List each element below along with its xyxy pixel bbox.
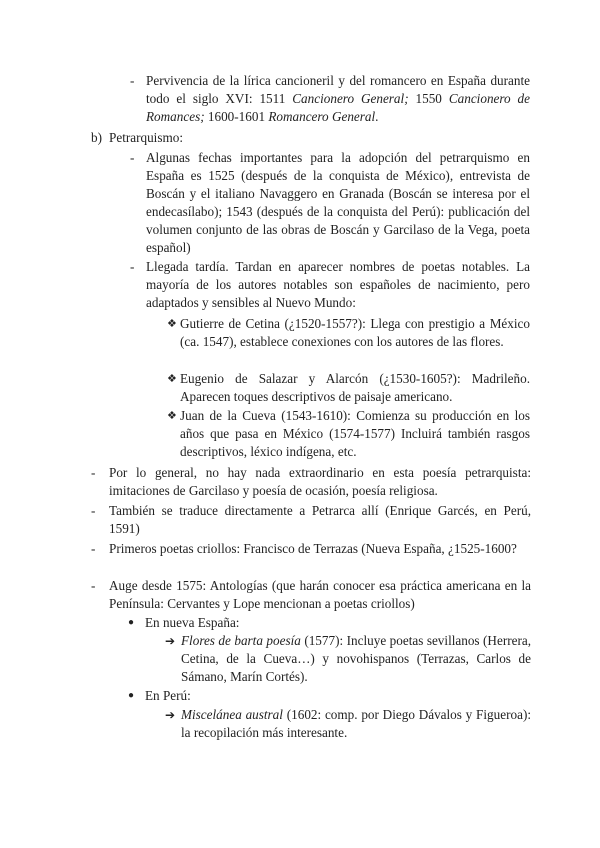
list-item-pervivencia (130, 72, 530, 126)
diamond-bullet-icon: ❖ (167, 410, 177, 422)
dash-marker: - (130, 150, 135, 165)
list-item-text: Algunas fechas importantes para la adopción del petrarquismo en España es 1525 (después de la conquista de México), entrevista de Boscán y el italiano Navaggero en Granada (Boscán se interesa por el endecasílabo); 1543 (después de la conquista del Perú): publicación del volumen conjunto de las obras de Boscán y Garcilaso de la Vega, poeta español) (146, 150, 530, 255)
dash-marker: - (91, 578, 96, 593)
list-item-text: Primeros poetas criollos: Francisco de Terrazas (Nueva España, ¿1525-1600? (109, 541, 517, 556)
list-item-fechas (130, 149, 530, 257)
diamond-bullet-icon: ❖ (167, 318, 177, 330)
list-item-text: Gutierre de Cetina (¿1520-1557?): Llega con prestigio a México (ca. 1547), establece conexiones con los autores de las flores. (180, 316, 530, 349)
italic-title: Cancionero de Romances; (146, 91, 531, 124)
arrow-right-icon: ➔ (165, 708, 176, 722)
list-item-text: También se traduce directamente a Petrarca allí (Enrique Garcés, en Perú, 1591) (109, 503, 531, 536)
list-item-auge (91, 577, 531, 613)
section-heading-petrarquismo (91, 129, 531, 147)
dash-marker: - (130, 73, 135, 88)
sublist-item-cueva (167, 407, 530, 461)
italic-title: Miscelánea austral (181, 707, 283, 722)
list-item-text: Miscelánea austral (1602: comp. por Diego Dávalos y Figueroa): la recopilación más interesante. (181, 707, 531, 740)
dash-marker: - (91, 503, 96, 518)
list-item-text: Llegada tardía. Tardan en aparecer nombres de poetas notables. La mayoría de los autores notables son españoles de nacimiento, pero adaptados y sensibles al Nuevo Mundo: (146, 259, 530, 310)
list-item-text: En Perú: (145, 688, 191, 703)
sublist-item-peru (128, 687, 528, 705)
list-item-text: Pervivencia de la lírica cancioneril y del romancero en España durante todo el siglo XVI: 1511 Cancionero General; 1550 Cancionero de Romances; 1600-1601 Romancero General. (146, 73, 531, 124)
sublist-item-salazar (167, 370, 530, 406)
list-item-traduce (91, 502, 531, 538)
list-item-text: Eugenio de Salazar y Alarcón (¿1530-1605?): Madrileño. Aparecen toques descriptivos de paisaje americano. (180, 371, 530, 404)
section-heading-text: Petrarquismo: (109, 130, 183, 145)
sublist-item-flores (165, 632, 531, 686)
letter-marker: b) (91, 130, 102, 145)
list-item-text: En nueva España: (145, 615, 240, 630)
list-item-criollos (91, 540, 531, 558)
italic-title: Flores de barta poesía (181, 633, 301, 648)
list-item-text: Auge desde 1575: Antologías (que harán conocer esa práctica americana en la Península: Cervantes y Lope mencionan a poetas criollos) (109, 578, 531, 611)
list-item-text: Juan de la Cueva (1543-1610): Comienza su producción en los años que pasa en México (1574-1577) Incluirá también rasgos descriptivos, léxico indígena, etc. (180, 408, 530, 459)
list-item-text: Por lo general, no hay nada extraordinario en esta poesía petrarquista: imitaciones de Garcilaso y poesía de ocasión, poesía religiosa. (109, 465, 531, 498)
sublist-item-cetina (167, 315, 530, 351)
sublist-item-miscelanea (165, 706, 531, 742)
sublist-item-nueva-espana (128, 614, 528, 632)
list-item-text: Flores de barta poesía (1577): Incluye poetas sevillanos (Herrera, Cetina, de la Cueva…) y novohispanos (Terrazas, Carlos de Sámano, Marín Cortés). (181, 633, 531, 684)
dash-marker: - (130, 259, 135, 274)
dash-marker: - (91, 465, 96, 480)
list-item-general (91, 464, 531, 500)
arrow-right-icon: ➔ (165, 634, 176, 648)
italic-title: Cancionero General; (292, 91, 409, 106)
bullet-icon: ● (128, 617, 135, 628)
italic-title: Romancero General (268, 109, 376, 124)
bullet-icon: ● (128, 690, 135, 701)
diamond-bullet-icon: ❖ (167, 373, 177, 385)
list-item-llegada (130, 258, 530, 312)
dash-marker: - (91, 541, 96, 556)
